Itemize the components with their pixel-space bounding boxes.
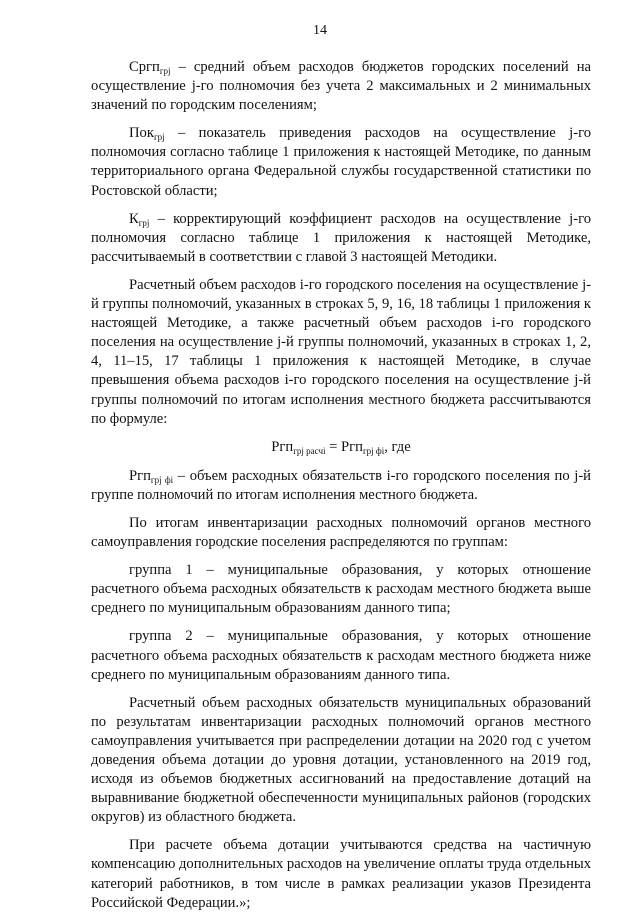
formula-rhs-subscript: грj фi bbox=[362, 445, 385, 456]
formula-lhs-subscript: грj расчi bbox=[293, 445, 326, 456]
body-paragraph: По итогам инвентаризации расходных полномочий органов местного самоуправления городские поселения распределяются по группам: bbox=[91, 514, 591, 551]
formula bbox=[91, 438, 591, 457]
symbol: К bbox=[129, 210, 139, 227]
page-number: 14 bbox=[313, 23, 327, 38]
definition-pok bbox=[91, 124, 591, 200]
document-body bbox=[91, 58, 591, 922]
symbol-subscript: грj bbox=[159, 66, 171, 76]
symbol: Ргп bbox=[129, 467, 151, 484]
formula-equals: = bbox=[325, 438, 342, 455]
body-paragraph: Расчетный объем расходов i-го городского поселения на осуществление j-й группы полномочий, указанных в строках 5, 9, 16, 18 таблицы 1 приложения к настоящей Методике, а также расчетный объем расходов i-го городского поселения на осуществление j-й группы полномочий, указанных в строках 1, 2, 4, 11–15, 17 таблицы 1 приложения к настоящей Методике, в случае превышения объема расходов i-го городского поселения на осуществление j-й группы полномочий по итогам исполнения местного бюджета рассчитываются по формуле: bbox=[91, 276, 591, 427]
symbol: Сргп bbox=[129, 59, 160, 75]
definition-k bbox=[91, 210, 591, 267]
definition-text: – корректирующий коэффициент расходов на осуществление j-го полномочия согласно таблице 1 приложения к настоящей Методике, рассчитываемый в соответствии с главой 3 настоящей Методики. bbox=[91, 210, 591, 265]
symbol: Пок bbox=[129, 125, 154, 142]
symbol-subscript: грj bbox=[138, 217, 150, 228]
definition-text: – объем расходных обязательств i-го городского поселения по j-й группе полномочий по итогам исполнения местного бюджета. bbox=[91, 467, 591, 503]
definition-text: – средний объем расходов бюджетов городских поселений на осуществление j-го полномочия без учета 2 максимальных и 2 минимальных значений по городским поселениям; bbox=[91, 59, 591, 114]
definition-srgp bbox=[91, 58, 591, 115]
formula-rhs-symbol: Ргп bbox=[341, 438, 363, 455]
definition-rgp bbox=[91, 467, 591, 505]
body-paragraph: При расчете объема дотации учитываются средства на частичную компенсацию дополнительных расходов на увеличение оплаты труда отдельных категорий работников, в том числе в рамках реализации указов Президента Российской Федерации.»; bbox=[91, 837, 591, 911]
symbol-subscript: грj bbox=[153, 132, 165, 143]
group-2-paragraph: группа 2 – муниципальные образования, у которых отношение расчетного объема расходных обязательств к расходам местного бюджета ниже среднего по муниципальным образованиям данного типа. bbox=[91, 628, 591, 683]
symbol-subscript: грj фi bbox=[150, 474, 174, 485]
formula-tail: , где bbox=[384, 438, 411, 455]
group-1-paragraph: группа 1 – муниципальные образования, у которых отношение расчетного объема расходных обязательств к расходам местного бюджета выше среднего по муниципальным образованиям данного типа; bbox=[91, 562, 591, 617]
formula-lhs-symbol: Ргп bbox=[271, 438, 294, 455]
body-paragraph: Расчетный объем расходных обязательств муниципальных образований по результатам инвентаризации расходных полномочий органов местного самоуправления учитывается при распределении дотации на 2020 год с учетом доведения объема дотации до уровня дотации, установленного на 2019 год, исходя из объемов бюджетных ассигнований на предоставление дотаций на выравнивание бюджетной обеспеченности муниципальных районов (городских округов) из областного бюджета. bbox=[91, 694, 591, 826]
definition-text: – показатель приведения расходов на осуществление j-го полномочия согласно таблице 1 приложения к настоящей Методике, по данным территориального органа Федеральной службы государственной статистики по Ростовской области; bbox=[91, 125, 591, 199]
